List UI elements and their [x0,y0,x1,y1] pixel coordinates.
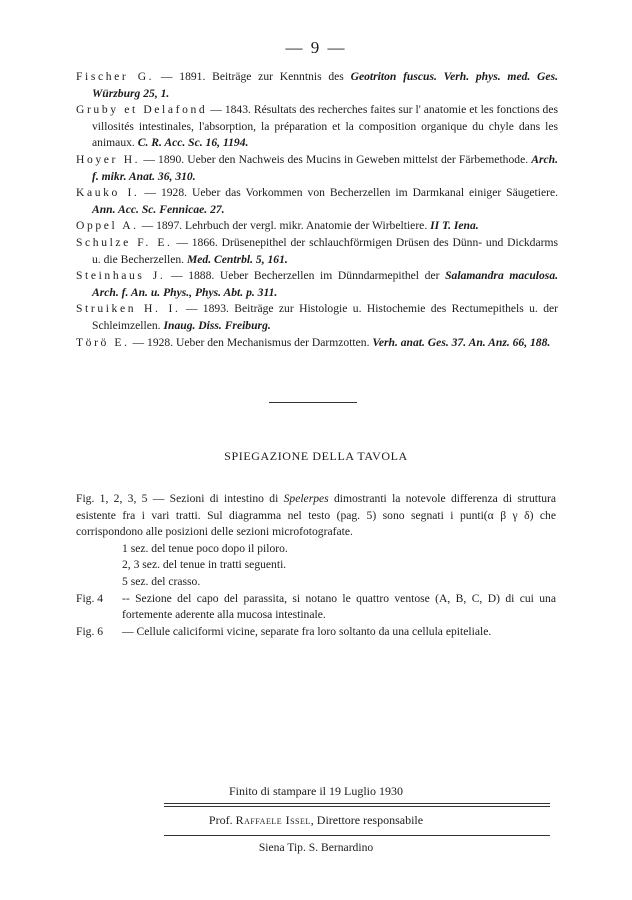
legend-entry-fig4 [76,591,556,624]
reference-text: — 1888. Ueber Becherzellen im Dünndarmepithel der [165,269,446,283]
legend-label: Fig. 4 [76,591,104,605]
legend-text: — Cellule caliciformi vicine, separate fra loro soltanto da una cellula epiteliale. [122,624,492,638]
legend-subitem: 2, 3 sez. del tenue in tratti seguenti. [122,558,287,572]
reference-entry [76,335,558,352]
reference-entry [76,235,558,268]
page-number: — 9 — [285,38,347,57]
reference-author: Hoyer H. [76,152,141,166]
reference-author: Kauko I. [76,186,140,200]
reference-author: Steinhaus J. [76,269,166,283]
reference-text: — 1897. Lehrbuch der vergl. mikr. Anatomie der Wirbeltiere. [138,219,431,233]
director-line [0,813,632,828]
reference-text: — 1928. Ueber den Mechanismus der Darmzotten. [129,335,373,349]
reference-citation: C. R. Acc. Sc. 16, 1194. [137,136,249,150]
genus-name: Spelerpes [283,492,329,505]
reference-citation: Ann. Acc. Sc. Fennicae. 27. [92,202,225,216]
reference-entry [76,102,558,152]
reference-text: — 1843. Résultats des recherches faites sur l' anatomie et les fonctions des villosités intestinales, l'absorption, la préparation et la composition organique du chyle dans les animaux. [92,103,559,150]
reference-text: — 1893. Beiträge zur Histologie u. Histochemie des Rectumepithels u. der Schleimzellen. [92,302,559,332]
reference-citation: Arch. f. mikr. Anat. 36, 310. [92,152,558,183]
legend-subitem: 1 sez. del tenue poco dopo il piloro. [122,541,288,555]
reference-citation: Verh. anat. Ges. 37. An. Anz. 66, 188. [372,335,551,349]
plate-legend [76,491,556,640]
reference-entry [76,268,558,301]
director-suffix: , Direttore responsabile [310,813,424,827]
reference-entry [76,152,558,185]
reference-entry [76,301,558,334]
printer-line: Siena Tip. S. Bernardino [258,841,374,854]
reference-text: — 1866. Drüsenepithel der schlauchförmigen Drüsen des Dünn- und Dickdarms u. die Becherzellen. [92,235,558,266]
legend-subitem: 5 sez. del crasso. [122,574,201,588]
reference-citation: Med. Centrbl. 5, 161. [186,252,288,266]
reference-entry [76,185,558,218]
single-rule [164,835,550,836]
legend-entry-fig6 [76,624,556,641]
reference-citation: Inaug. Diss. Freiburg. [163,318,271,332]
legend-text: -- Sezione del capo del parassita, si notano le quattro ventose (A, B, C, D) di cui una fortemente aderente alla mucosa intestinale. [122,591,556,622]
reference-citation: Geotriton fuscus. Verh. phys. med. Ges. Würzburg 25, 1. [92,70,558,100]
reference-citation: II T. Iena. [430,219,479,233]
reference-entry [76,218,558,235]
director-name: Raffaele Issel [235,813,311,827]
legend-text-part: dimostranti la notevole differenza di struttura esistente fra i vari tratti. Sul diagramma nel testo (pag. 5) sono segnati i punti(α β γ δ) che corrispondono alle posizioni delle sezioni microfotografate. [76,492,556,539]
bibliography [76,69,558,351]
legend-entry-fig1 [76,491,556,541]
reference-text: — 1890. Ueber den Nachweis des Mucins in Geweben mittelst der Färbemethode. [140,152,532,166]
reference-author: Fischer G. [76,70,155,83]
reference-author: Gruby et Delafond [76,103,208,117]
reference-text: — 1928. Ueber das Vorkommen von Becherzellen im Darmkanal einiger Säugetiere. [139,186,559,200]
reference-author: Oppel A. [76,219,139,233]
reference-author: Törö E. [76,335,130,349]
reference-entry [76,69,558,102]
reference-citation: Salamandra maculosa. Arch. f. An. u. Phys., Phys. Abt. p. 311. [92,269,559,299]
legend-label: Fig. 6 [76,624,104,638]
colophon: Finito di stampare il 19 Luglio 1930 [229,784,403,798]
director-prefix: Prof. [208,813,236,827]
section-title: SPIEGAZIONE DELLA TAVOLA [224,449,408,463]
reference-author: Schulze F. E. [76,235,173,249]
reference-author: Struiken H. I. [76,302,181,316]
legend-label: Fig. 1, 2, 3, 5 [76,492,148,505]
reference-text: — 1891. Beiträge zur Kenntnis des [154,70,351,83]
legend-text-part: — Sezioni di intestino di [147,492,284,505]
legend-text [76,491,556,541]
section-separator [269,402,357,403]
double-rule [164,803,550,807]
